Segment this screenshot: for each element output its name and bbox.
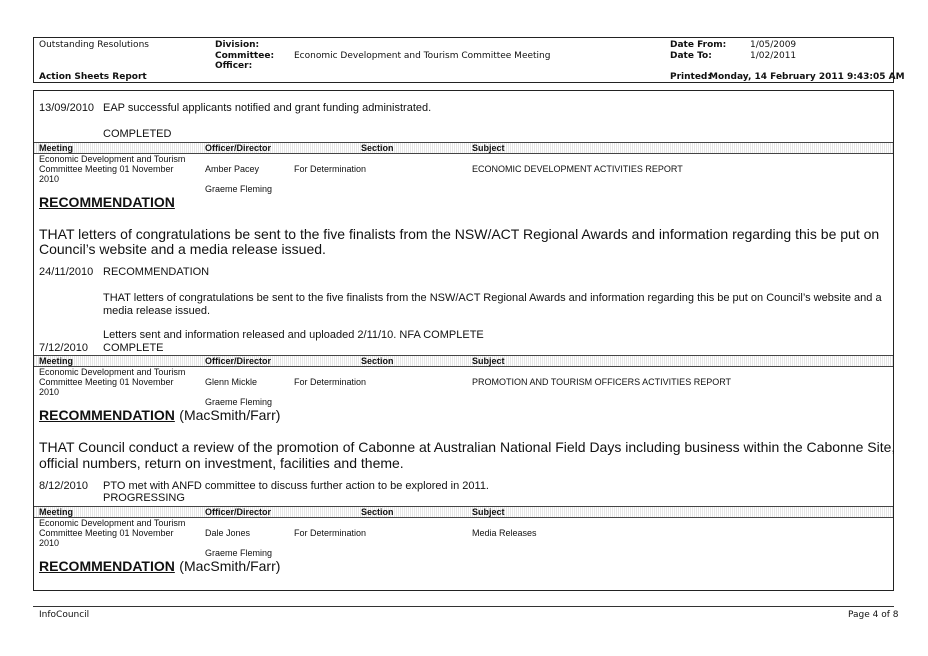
- recommendation-heading: RECOMMENDATION (MacSmith/Farr): [39, 558, 281, 574]
- status-date: 7/12/2010: [39, 342, 88, 354]
- officer-label: Officer:: [215, 61, 253, 71]
- meeting-line: 2010: [39, 174, 60, 184]
- col-meeting: Meeting: [39, 356, 74, 366]
- meeting-line: Economic Development and Tourism: [39, 154, 186, 164]
- action-line: media release issued.: [103, 305, 211, 317]
- resolution-line: official numbers, return on investment, facilities and theme.: [39, 455, 404, 471]
- action-line: THAT letters of congratulations be sent to the five finalists from the NSW/ACT Regional Awards and information regarding this be put on Council’s website and a: [103, 292, 882, 304]
- section-value: For Determination: [294, 164, 367, 174]
- entry-text: EAP successful applicants notified and grant funding administrated.: [103, 102, 432, 114]
- action-date: 8/12/2010: [39, 480, 88, 492]
- meeting-line: Committee Meeting 01 November: [39, 377, 174, 387]
- subject-value: PROMOTION AND TOURISM OFFICERS ACTIVITIES REPORT: [472, 377, 732, 387]
- action-text: PTO met with ANFD committee to discuss further action to be explored in 2011.: [103, 480, 489, 492]
- director-name: Graeme Fleming: [205, 397, 273, 407]
- table-header: [34, 506, 893, 518]
- section-value: For Determination: [294, 377, 367, 387]
- subject-value: Media Releases: [472, 528, 537, 538]
- table-header: [34, 355, 893, 367]
- footer-divider: [33, 606, 894, 607]
- recommendation-heading: RECOMMENDATION: [39, 194, 175, 210]
- col-officer: Officer/Director: [205, 507, 272, 517]
- footer-page-number: Page 4 of 8: [848, 610, 899, 620]
- col-subject: Subject: [472, 356, 505, 366]
- committee-label: Committee:: [215, 51, 275, 61]
- action-date: 24/11/2010: [39, 266, 94, 278]
- col-subject: Subject: [472, 143, 505, 153]
- resolution-line: Council’s website and a media release issued.: [39, 241, 326, 257]
- col-officer: Officer/Director: [205, 143, 272, 153]
- officer-name: Dale Jones: [205, 528, 251, 538]
- status-text: COMPLETE: [103, 342, 164, 354]
- table-header: [34, 142, 893, 154]
- col-section: Section: [361, 143, 394, 153]
- officer-name: Glenn Mickle: [205, 377, 258, 387]
- meeting-line: Committee Meeting 01 November: [39, 528, 174, 538]
- meeting-line: Economic Development and Tourism: [39, 518, 186, 528]
- report-name: Outstanding Resolutions: [39, 40, 149, 50]
- division-label: Division:: [215, 40, 260, 50]
- entry-status: COMPLETED: [103, 128, 172, 140]
- meeting-line: Committee Meeting 01 November: [39, 164, 174, 174]
- subject-value: ECONOMIC DEVELOPMENT ACTIVITIES REPORT: [472, 164, 683, 174]
- action-title: RECOMMENDATION: [103, 266, 210, 278]
- officer-name: Amber Pacey: [205, 164, 260, 174]
- printed-label: Printed:: [670, 72, 711, 82]
- section-value: For Determination: [294, 528, 367, 538]
- recommendation-heading: RECOMMENDATION (MacSmith/Farr): [39, 407, 281, 423]
- col-officer: Officer/Director: [205, 356, 272, 366]
- col-meeting: Meeting: [39, 143, 74, 153]
- action-note: Letters sent and information released and uploaded 2/11/10. NFA COMPLETE: [103, 329, 484, 341]
- resolution-line: THAT Council conduct a review of the promotion of Cabonne at Australian National Field Days including business within the Cabonne Site,: [39, 439, 896, 455]
- col-subject: Subject: [472, 507, 505, 517]
- meeting-line: Economic Development and Tourism: [39, 367, 186, 377]
- date-from-label: Date From:: [670, 40, 727, 50]
- entry-date: 13/09/2010: [39, 102, 95, 114]
- date-to-value: 1/02/2011: [750, 51, 797, 61]
- col-meeting: Meeting: [39, 507, 74, 517]
- director-name: Graeme Fleming: [205, 548, 273, 558]
- printed-value: Monday, 14 February 2011 9:43:05 AM: [709, 72, 905, 82]
- recommendation-movers: (MacSmith/Farr): [179, 558, 281, 574]
- meeting-line: 2010: [39, 387, 60, 397]
- status-text: PROGRESSING: [103, 492, 185, 504]
- date-from-value: 1/05/2009: [750, 40, 797, 50]
- director-name: Graeme Fleming: [205, 184, 273, 194]
- committee-value: Economic Development and Tourism Committee Meeting: [294, 51, 551, 61]
- col-section: Section: [361, 507, 394, 517]
- meeting-line: 2010: [39, 538, 60, 548]
- recommendation-movers: (MacSmith/Farr): [179, 407, 281, 423]
- footer-app-name: InfoCouncil: [39, 610, 90, 620]
- resolution-line: THAT letters of congratulations be sent to the five finalists from the NSW/ACT Regional Awards and information regarding this be put on: [39, 226, 880, 242]
- date-to-label: Date To:: [670, 51, 712, 61]
- report-type: Action Sheets Report: [39, 72, 147, 82]
- col-section: Section: [361, 356, 394, 366]
